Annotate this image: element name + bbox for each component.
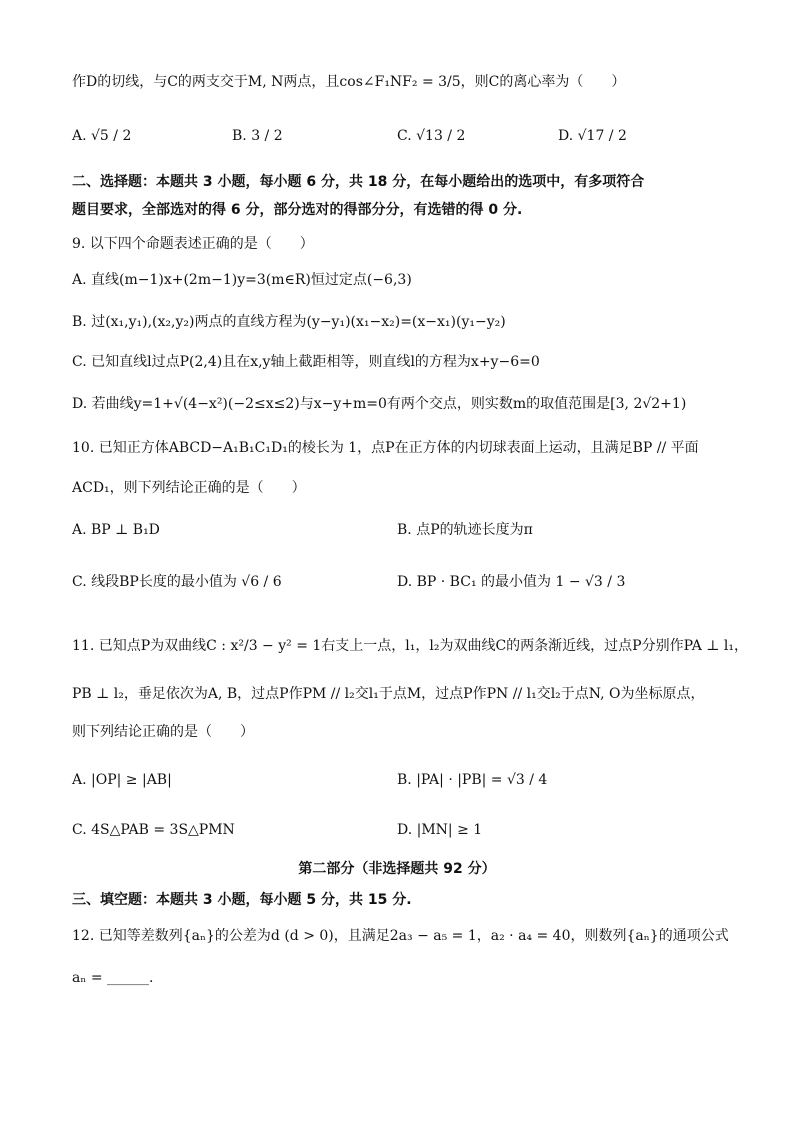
q12-stem-line2: aₙ = ______.: [72, 970, 154, 986]
q10-stem-line2: ACD₁，则下列结论正确的是（ ）: [72, 480, 306, 496]
part2-heading: 第二部分（非选择题共 92 分）: [298, 861, 496, 877]
q11-stem-line3: 则下列结论正确的是（ ）: [72, 724, 254, 740]
q9-option-b: B. 过(x₁,y₁),(x₂,y₂)两点的直线方程为(y−y₁)(x₁−x₂)=(x−x₁)(y₁−y₂): [72, 314, 506, 330]
q11-option-a: A. |OP| ≥ |AB|: [72, 772, 172, 788]
q12-stem-line1: 12. 已知等差数列{aₙ}的公差为d (d > 0)，且满足2a₃ − a₅ = 1，a₂ · a₄ = 40，则数列{aₙ}的通项公式: [72, 928, 729, 944]
section3-heading: 三、填空题：本题共 3 小题，每小题 5 分，共 15 分.: [72, 892, 412, 908]
q8-option-b: B. 3 / 2: [232, 128, 283, 144]
q11-option-c: C. 4S△PAB = 3S△PMN: [72, 822, 235, 838]
q8-option-a: A. √5 / 2: [72, 128, 132, 144]
q10-option-c: C. 线段BP长度的最小值为 √6 / 6: [72, 574, 282, 590]
q11-stem-line2: PB ⊥ l₂，垂足依次为A, B，过点P作PM // l₂交l₁于点M，过点P作PN // l₁交l₂于点N, O为坐标原点，: [72, 686, 705, 702]
q9-option-a: A. 直线(m−1)x+(2m−1)y=3(m∈R)恒过定点(−6,3): [72, 272, 412, 288]
q10-option-b: B. 点P的轨迹长度为π: [397, 522, 533, 538]
q11-option-d: D. |MN| ≥ 1: [397, 822, 483, 838]
q8-option-d: D. √17 / 2: [558, 128, 627, 144]
q10-option-a: A. BP ⊥ B₁D: [72, 522, 160, 538]
q9-option-c: C. 已知直线l过点P(2,4)且在x,y轴上截距相等，则直线l的方程为x+y−6=0: [72, 354, 540, 370]
q8-tail: 作D的切线，与C的两支交于M, N两点，且cos∠F₁NF₂ = 3/5，则C的离心率为（ ）: [72, 74, 626, 90]
q9-stem: 9. 以下四个命题表述正确的是（ ）: [72, 236, 314, 252]
q11-option-b: B. |PA| · |PB| = √3 / 4: [397, 772, 548, 788]
q9-option-d: D. 若曲线y=1+√(4−x²)(−2≤x≤2)与x−y+m=0有两个交点，则实数m的取值范围是[3, 2√2+1): [72, 396, 687, 412]
section2-heading-line2: 题目要求，全部选对的得 6 分，部分选对的得部分分，有选错的得 0 分.: [72, 202, 523, 218]
section2-heading-line1: 二、选择题：本题共 3 小题，每小题 6 分，共 18 分，在每小题给出的选项中，有多项符合: [72, 174, 645, 190]
q10-stem-line1: 10. 已知正方体ABCD−A₁B₁C₁D₁的棱长为 1，点P在正方体的内切球表面上运动，且满足BP // 平面: [72, 440, 699, 456]
q8-option-c: C. √13 / 2: [397, 128, 466, 144]
q10-option-d: D. BP · BC₁ 的最小值为 1 − √3 / 3: [397, 574, 626, 590]
q11-stem-line1: 11. 已知点P为双曲线C : x²/3 − y² = 1右支上一点，l₁，l₂为双曲线C的两条渐近线，过点P分别作PA ⊥ l₁，: [72, 638, 748, 654]
